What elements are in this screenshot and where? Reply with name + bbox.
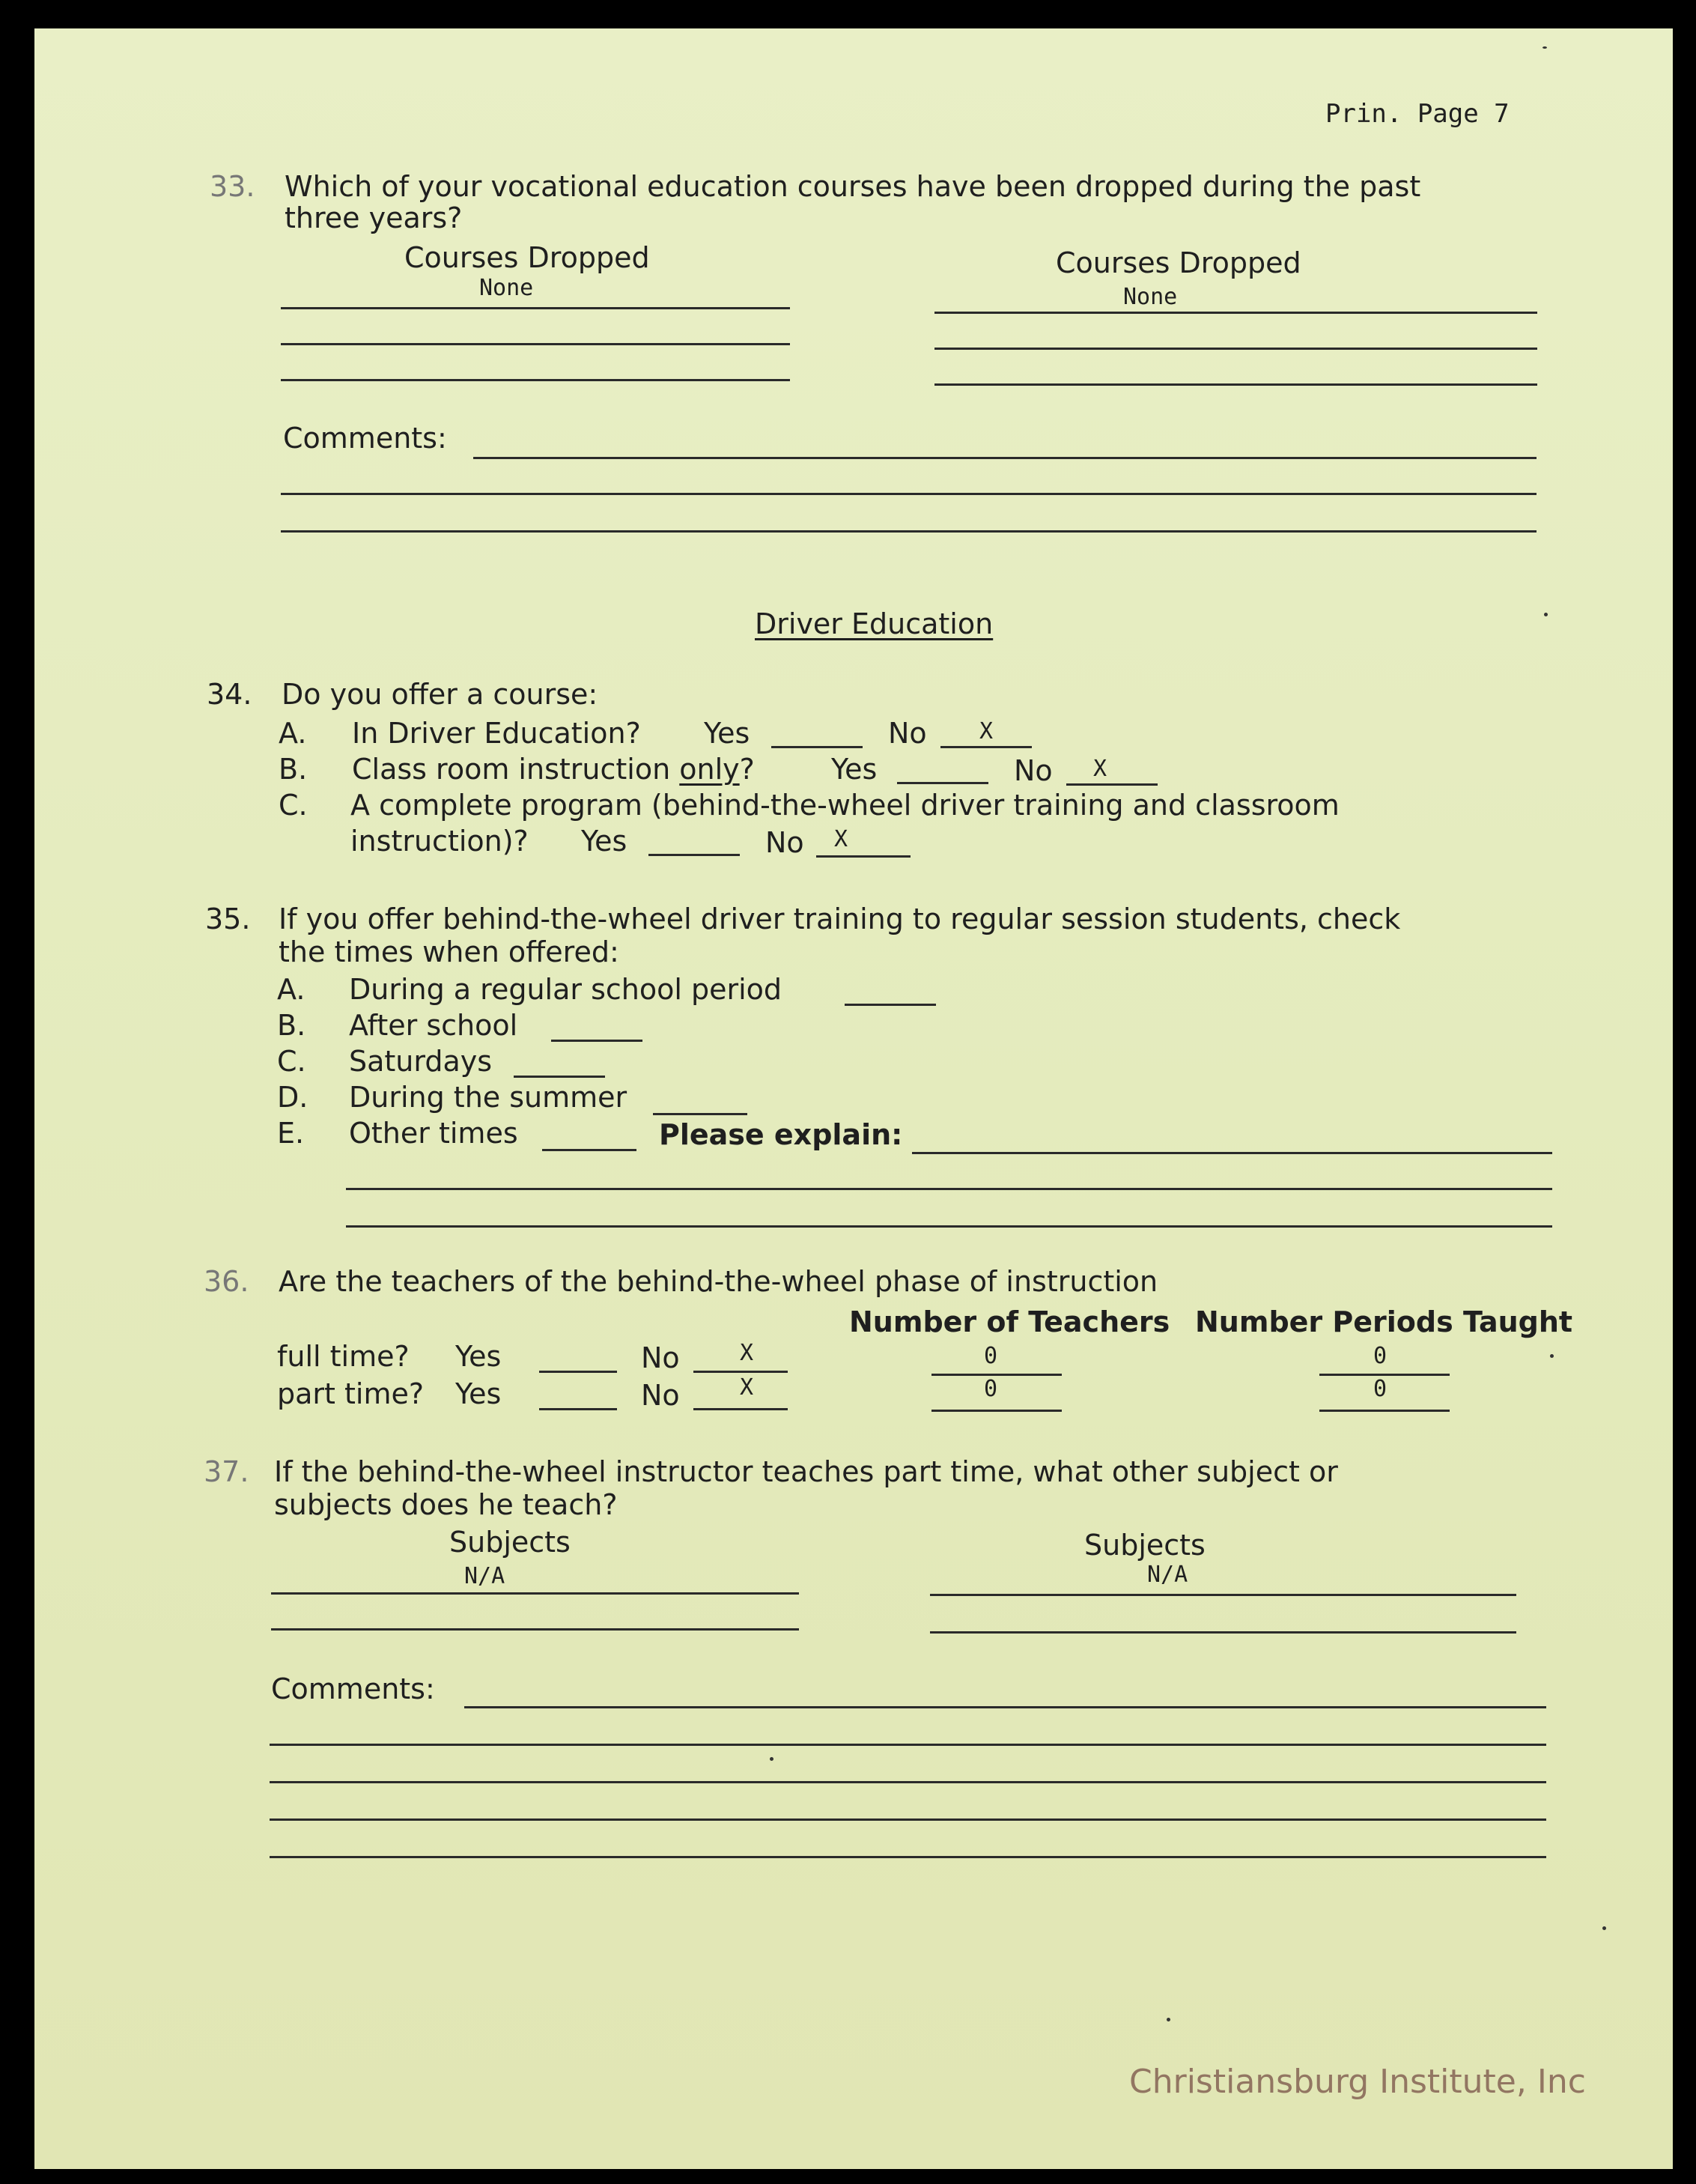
q33-number: 33. xyxy=(210,170,255,203)
q36-part-yes-label: Yes xyxy=(455,1377,502,1410)
q36-full-no-value: X xyxy=(740,1340,754,1366)
q33-right-line-3 xyxy=(934,383,1537,386)
q36-number: 36. xyxy=(204,1265,249,1298)
q37-left-line-2 xyxy=(271,1628,799,1631)
q36-part-no-label: No xyxy=(641,1379,680,1412)
q34-b-no-label: No xyxy=(1014,754,1053,787)
q33-left-entry: None xyxy=(479,275,534,301)
q35-a-text: During a regular school period xyxy=(349,973,782,1006)
paper-speck xyxy=(1167,2018,1170,2021)
page-header: Prin. Page 7 xyxy=(1325,99,1510,129)
q35-c-text: Saturdays xyxy=(349,1045,493,1078)
q35-b-blank xyxy=(551,1040,642,1042)
q36-full-yes-blank xyxy=(539,1371,617,1373)
paper-speck xyxy=(1602,1926,1606,1930)
q35-d-blank xyxy=(653,1113,747,1115)
q34-b-text: Class room instruction only? xyxy=(352,753,755,786)
q36-part-yes-blank xyxy=(539,1408,617,1410)
q36-part-no-value: X xyxy=(740,1374,754,1401)
q35-b-letter: B. xyxy=(277,1009,306,1042)
q34-b-no-value: X xyxy=(1093,756,1107,782)
paper-speck xyxy=(770,1757,773,1761)
q36-col-periods: Number Periods Taught xyxy=(1195,1305,1573,1338)
q33-right-heading: Courses Dropped xyxy=(1056,246,1301,279)
q35-number: 35. xyxy=(205,903,251,935)
q36-part-periods-value: 0 xyxy=(1373,1376,1388,1402)
q35-e-text: Other times xyxy=(349,1117,518,1150)
q33-question-line2: three years? xyxy=(285,201,463,234)
q36-full-no-blank xyxy=(693,1371,788,1373)
q36-part-periods-blank xyxy=(1319,1410,1450,1412)
q37-comments-label: Comments: xyxy=(271,1672,435,1705)
q33-question-line1: Which of your vocational education courses have been dropped during the past xyxy=(285,170,1421,203)
q34-a-yes-blank xyxy=(771,746,863,748)
q34-a-text: In Driver Education? xyxy=(352,717,641,750)
q35-d-letter: D. xyxy=(277,1081,308,1114)
q35-e-explain-label: Please explain: xyxy=(659,1118,903,1151)
q34-c-no-blank xyxy=(816,855,911,858)
q35-a-blank xyxy=(845,1004,936,1006)
q35-explain-line-3 xyxy=(346,1225,1552,1228)
paper-speck xyxy=(1544,613,1548,616)
q33-left-line-2 xyxy=(281,343,790,345)
q37-right-entry: N/A xyxy=(1147,1562,1188,1588)
q35-e-letter: E. xyxy=(277,1117,305,1150)
q37-right-line-2 xyxy=(930,1631,1516,1634)
q35-question-line2: the times when offered: xyxy=(279,935,619,968)
q36-part-label: part time? xyxy=(277,1377,425,1410)
q35-d-text: During the summer xyxy=(349,1081,627,1114)
q33-comments-line-3 xyxy=(281,530,1537,533)
q35-a-letter: A. xyxy=(277,973,306,1006)
q37-question-line2: subjects does he teach? xyxy=(274,1488,618,1521)
q34-number: 34. xyxy=(207,678,252,711)
q35-explain-line-1 xyxy=(912,1152,1552,1154)
q34-b-no-blank xyxy=(1066,783,1158,786)
q36-full-no-label: No xyxy=(641,1341,680,1374)
q34-c-text-line2: instruction)? xyxy=(350,825,529,858)
q36-col-teachers: Number of Teachers xyxy=(849,1305,1170,1338)
section-title: Driver Education xyxy=(755,607,994,640)
q37-comments-line-1 xyxy=(464,1706,1546,1708)
q36-part-teachers-value: 0 xyxy=(984,1376,998,1402)
q34-a-no-value: X xyxy=(979,718,994,744)
q34-b-yes-blank xyxy=(897,782,988,784)
q37-left-heading: Subjects xyxy=(449,1526,571,1559)
q35-c-letter: C. xyxy=(277,1045,306,1078)
q37-left-entry: N/A xyxy=(464,1563,505,1589)
q34-c-yes-blank xyxy=(648,854,740,856)
paper-speck xyxy=(1542,46,1547,49)
q36-full-yes-label: Yes xyxy=(455,1340,502,1373)
q34-a-yes-label: Yes xyxy=(704,717,750,750)
q37-comments-line-4 xyxy=(270,1819,1546,1821)
q34-a-letter: A. xyxy=(279,717,307,750)
q34-c-text-line1: A complete program (behind-the-wheel driver training and classroom xyxy=(350,789,1340,822)
q34-b-letter: B. xyxy=(279,753,308,786)
q33-right-line-2 xyxy=(934,348,1537,350)
q37-right-heading: Subjects xyxy=(1084,1529,1206,1562)
q36-question: Are the teachers of the behind-the-wheel phase of instruction xyxy=(279,1265,1158,1298)
watermark: Christiansburg Institute, Inc xyxy=(1129,2063,1586,2101)
q34-a-no-blank xyxy=(940,746,1032,748)
q33-left-line-3 xyxy=(281,379,790,381)
q34-a-no-label: No xyxy=(888,717,927,750)
q37-left-line-1 xyxy=(271,1592,799,1595)
q35-question-line1: If you offer behind-the-wheel driver training to regular session students, check xyxy=(279,903,1401,935)
q36-full-label: full time? xyxy=(277,1340,410,1373)
q34-c-letter: C. xyxy=(279,789,308,822)
q33-comments-line-2 xyxy=(281,493,1537,495)
q37-comments-line-5 xyxy=(270,1856,1546,1858)
q35-c-blank xyxy=(514,1076,605,1078)
q34-c-yes-label: Yes xyxy=(581,825,627,858)
q33-left-heading: Courses Dropped xyxy=(404,241,650,274)
paper-speck xyxy=(1550,1354,1554,1358)
q36-full-periods-value: 0 xyxy=(1373,1343,1388,1369)
q37-question-line1: If the behind-the-wheel instructor teaches part time, what other subject or xyxy=(274,1455,1338,1488)
q37-comments-line-3 xyxy=(270,1781,1546,1783)
q34-question: Do you offer a course: xyxy=(282,678,598,711)
q33-right-line-1 xyxy=(934,312,1537,314)
q36-part-no-blank xyxy=(693,1408,788,1410)
q34-b-yes-label: Yes xyxy=(831,753,878,786)
q33-comments-label: Comments: xyxy=(283,422,447,455)
q36-part-teachers-blank xyxy=(931,1410,1062,1412)
q37-number: 37. xyxy=(204,1455,249,1488)
q37-comments-line-2 xyxy=(270,1744,1546,1746)
q35-e-blank xyxy=(542,1149,636,1151)
q37-right-line-1 xyxy=(930,1594,1516,1596)
q35-explain-line-2 xyxy=(346,1188,1552,1190)
q35-b-text: After school xyxy=(349,1009,518,1042)
q34-c-no-label: No xyxy=(765,826,804,859)
q33-right-entry: None xyxy=(1123,284,1178,310)
q36-full-teachers-value: 0 xyxy=(984,1343,998,1369)
q33-comments-line-1 xyxy=(473,457,1537,459)
q34-c-no-value: X xyxy=(834,826,848,852)
q33-left-line-1 xyxy=(281,307,790,309)
